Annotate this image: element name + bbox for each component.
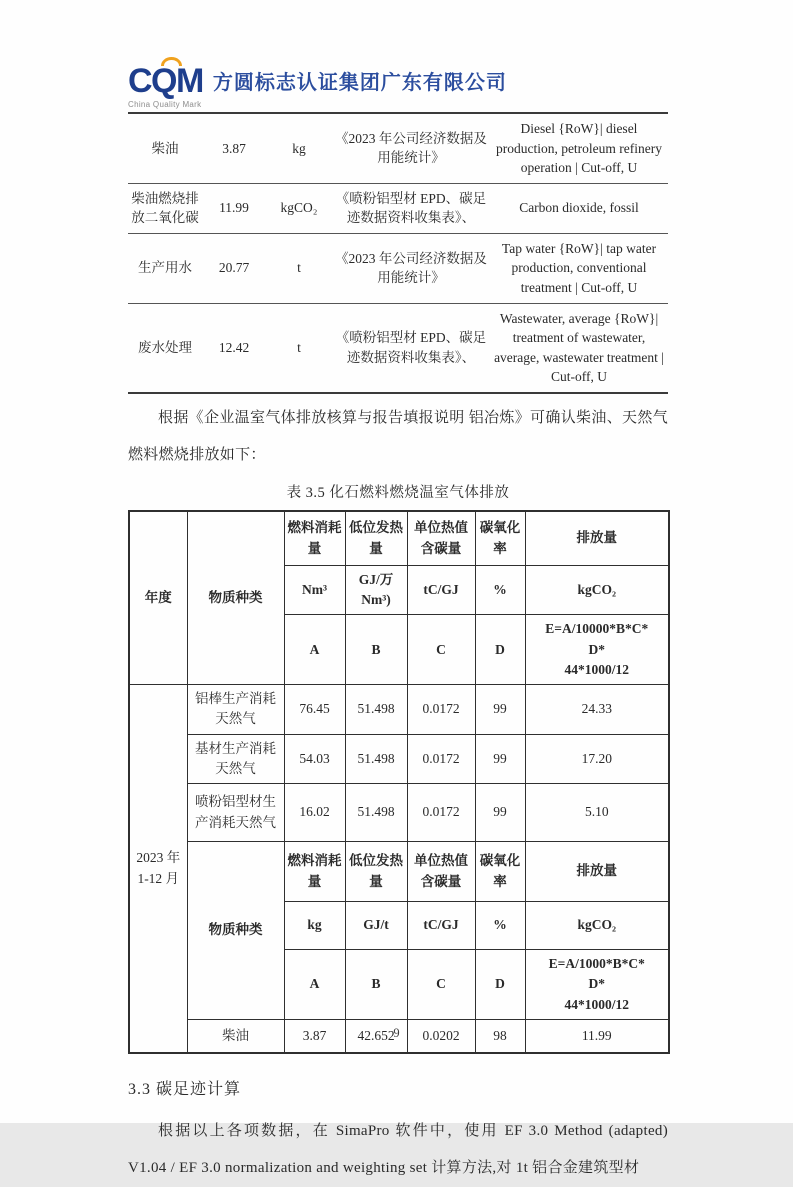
col-header: 低位发热量	[345, 511, 407, 565]
unit-cell: kgCO₂	[525, 902, 669, 950]
symbol-cell: D	[475, 950, 525, 1020]
logo-subtext: China Quality Mark	[128, 100, 202, 109]
unit-cell: t	[266, 233, 332, 303]
col-header: 单位热值含碳量	[407, 842, 475, 902]
calculation-paragraph: 根据以上各项数据，在 SimaPro 软件中，使用 EF 3.0 Method (adapted) V1.04 / EF 3.0 normalization and weighting set 计算方法,对 1t 铝合金建筑型材	[128, 1123, 668, 1176]
col-header: 低位发热量	[345, 842, 407, 902]
col-header: 碳氧化率	[475, 842, 525, 902]
material-cell: 基材生产消耗天然气	[187, 734, 284, 784]
value-cell: 0.0172	[407, 734, 475, 784]
value-cell: 76.45	[284, 685, 345, 735]
cqm-logo	[128, 64, 203, 109]
formula-line: E=A/10000*B*C*	[545, 621, 649, 637]
unit-cell: tC/GJ	[407, 902, 475, 950]
symbol-cell: D	[475, 615, 525, 685]
value-cell: 3.87	[284, 1019, 345, 1053]
item-cell: 生产用水	[128, 233, 202, 303]
unit-cell: kg	[292, 140, 306, 156]
emission-formula-cell	[525, 615, 669, 685]
value-cell: 0.0202	[407, 1019, 475, 1053]
formula-line: 44*1000/12	[564, 661, 629, 677]
value-cell: 99	[475, 784, 525, 842]
item-cell: 柴油燃烧排放二氧化碳	[128, 183, 202, 233]
material-cell: 柴油	[187, 1019, 284, 1053]
value-cell: 51.498	[345, 685, 407, 735]
year-header-cell: 年度	[129, 511, 187, 684]
section-heading: 3.3 碳足迹计算	[128, 1081, 242, 1099]
dataset-cell: Wastewater, average {RoW}| treatment of wastewater, average, wastewater treatment | Cut-off, U	[490, 303, 668, 393]
source-cell: 《2023 年公司经济数据及用能统计》	[332, 233, 490, 303]
formula-line: D*	[588, 641, 605, 657]
inventory-row	[128, 113, 668, 183]
unit-cell: t	[266, 303, 332, 393]
material-header-cell-2: 物质种类	[187, 842, 284, 1020]
emission-formula-cell-2	[525, 950, 669, 1020]
source-cell: 《喷粉铝型材 EPD、碳足迹数据资料收集表》、	[332, 303, 490, 393]
logo-text: CQM	[128, 62, 203, 100]
inventory-row	[128, 303, 668, 393]
value-cell: 11.99	[202, 183, 266, 233]
value-cell: 99	[475, 734, 525, 784]
unit-cell: kgCO₂	[525, 565, 669, 615]
unit-cell: tC/GJ	[407, 565, 475, 615]
item-cell: 废水处理	[128, 303, 202, 393]
value-cell: 12.42	[202, 303, 266, 393]
value-cell: 3.87	[222, 140, 246, 156]
value-cell: 98	[475, 1019, 525, 1053]
symbol-cell: A	[284, 615, 345, 685]
value-cell: 20.77	[202, 233, 266, 303]
value-cell: 0.0172	[407, 784, 475, 842]
header-row-labels	[129, 511, 669, 565]
intro-paragraph: 根据《企业温室气体排放核算与报告填报说明 铝冶炼》可确认柴油、天然气燃料燃烧排放如下：	[128, 409, 668, 463]
dataset-cell: Diesel {RoW}| diesel production, petroleum refinery operation | Cut-off, U	[495, 121, 663, 176]
value-cell: 99	[475, 685, 525, 735]
value-cell: 51.498	[345, 784, 407, 842]
col-header: 排放量	[525, 842, 669, 902]
data-row	[129, 734, 669, 784]
item-cell: 柴油	[151, 140, 179, 156]
symbol-cell: C	[407, 615, 475, 685]
unit-cell: Nm³	[284, 565, 345, 615]
symbol-cell: B	[345, 615, 407, 685]
header-row-labels-2	[129, 842, 669, 902]
value-cell: 16.02	[284, 784, 345, 842]
unit-cell: %	[475, 565, 525, 615]
value-cell: 11.99	[525, 1019, 669, 1053]
value-cell: 54.03	[284, 734, 345, 784]
unit-cell: kgCO₂	[266, 183, 332, 233]
company-name: 方圆标志认证集团广东有限公司	[212, 72, 507, 94]
material-header-cell: 物质种类	[187, 511, 284, 684]
unit-cell: GJ/t	[345, 902, 407, 950]
dataset-cell: Tap water {RoW}| tap water production, conventional treatment | Cut-off, U	[490, 233, 668, 303]
value-cell: 0.0172	[407, 685, 475, 735]
col-header: 燃料消耗量	[284, 511, 345, 565]
unit-cell: %	[475, 902, 525, 950]
formula-line: 44*1000/12	[564, 996, 629, 1012]
unit-cell: kg	[284, 902, 345, 950]
data-row	[129, 685, 669, 735]
col-header: 排放量	[525, 511, 669, 565]
value-cell: 5.10	[525, 784, 669, 842]
data-row	[129, 784, 669, 842]
material-cell: 喷粉铝型材生产消耗天然气	[187, 784, 284, 842]
col-header: 单位热值含碳量	[407, 511, 475, 565]
material-cell: 铝棒生产消耗天然气	[187, 685, 284, 735]
source-cell: 《喷粉铝型材 EPD、碳足迹数据资料收集表》、	[332, 183, 490, 233]
value-cell: 17.20	[525, 734, 669, 784]
symbol-cell: C	[407, 950, 475, 1020]
col-header: 燃料消耗量	[284, 842, 345, 902]
value-cell: 24.33	[525, 685, 669, 735]
formula-line: D*	[588, 976, 605, 992]
formula-line: E=A/1000*B*C*	[548, 956, 645, 971]
logo-arc-icon	[161, 57, 182, 66]
unit-cell: GJ/万Nm³)	[345, 565, 407, 615]
symbol-cell: B	[345, 950, 407, 1020]
page-number: 9	[393, 1026, 400, 1040]
inventory-row	[128, 183, 668, 233]
symbol-cell: A	[284, 950, 345, 1020]
dataset-cell: Carbon dioxide, fossil	[490, 183, 668, 233]
year-value-cell: 2023 年 1-12 月	[129, 685, 187, 1054]
page-header	[128, 0, 668, 112]
fossil-fuel-emissions-table	[128, 510, 670, 1054]
value-cell: 51.498	[345, 734, 407, 784]
col-header: 碳氧化率	[475, 511, 525, 565]
source-cell: 《2023 年公司经济数据及用能统计》	[335, 130, 487, 166]
value-cell: 42.652	[345, 1019, 407, 1053]
inventory-row	[128, 233, 668, 303]
table-3-5-title: 表 3.5 化石燃料燃烧温室气体排放	[286, 485, 510, 502]
inventory-table	[128, 112, 668, 394]
